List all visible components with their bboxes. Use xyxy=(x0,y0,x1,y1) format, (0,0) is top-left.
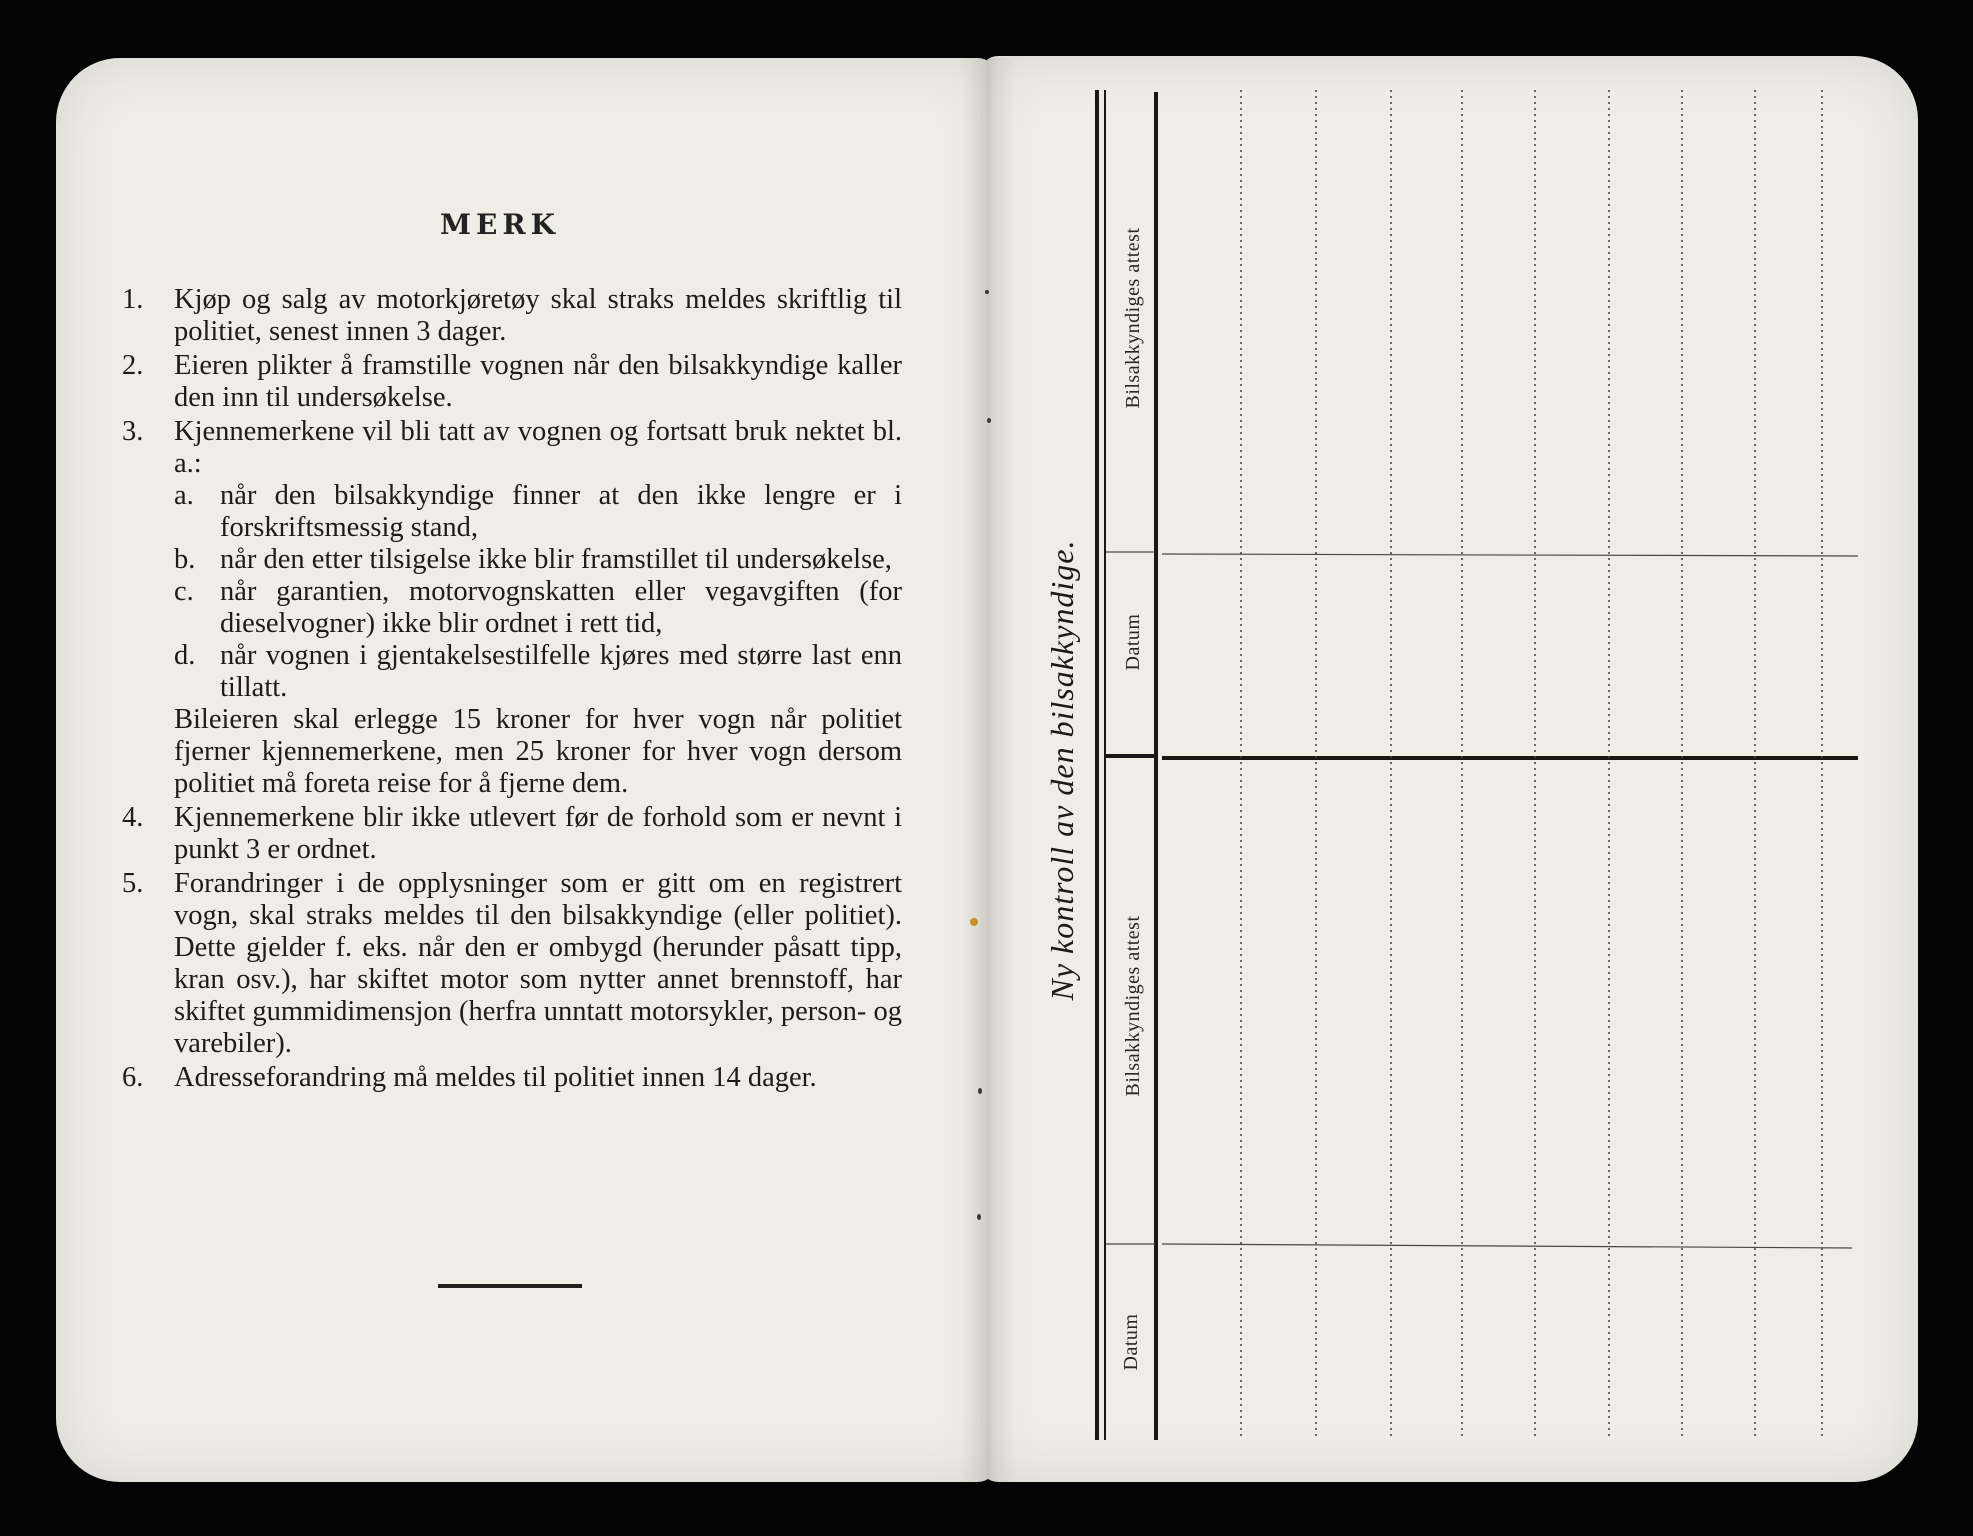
sub-item-letter: a. xyxy=(174,480,194,511)
item-number: 3. xyxy=(122,416,144,447)
item-text: Kjennemerkene vil bli tatt av vognen og fortsatt bruk nektet bl. a.: xyxy=(174,416,902,479)
sub-item-text: når den bilsakkyndige finner at den ikke lengre er i forskriftsmessig stand, xyxy=(220,480,902,543)
sub-item-text: når vognen i gjentakelsestilfelle kjøres med større last enn tillatt. xyxy=(220,640,902,703)
sub-item-text: når garantien, motorvognskatten eller vegavgiften (for dieselvogner) ikke blir ordnet i rett tid, xyxy=(220,576,902,639)
item-text: Adresseforandring må meldes til politiet innen 14 dager. xyxy=(174,1062,817,1093)
item-number: 6. xyxy=(122,1062,144,1093)
item-number: 1. xyxy=(122,284,144,315)
item-number: 4. xyxy=(122,802,144,833)
item-number: 2. xyxy=(122,350,144,381)
sub-item-letter: c. xyxy=(174,576,194,607)
item-text: Kjøp og salg av motorkjøretøy skal straks meldes skriftlig til politiet, senest innen 3 dager. xyxy=(174,284,902,347)
dotted-columns xyxy=(1241,90,1822,1440)
sub-item-letter: b. xyxy=(174,544,196,575)
item-text: Kjennemerkene blir ikke utlevert før de forhold som er nevnt i punkt 3 er ordnet. xyxy=(174,802,902,865)
label-attest-top: Bilsakkyndiges attest xyxy=(1122,227,1144,409)
item-number: 5. xyxy=(122,868,144,899)
side-title: Ny kontroll av den bilsakkyndige. xyxy=(1044,539,1080,1001)
label-datum-bottom: Datum xyxy=(1120,1313,1142,1371)
label-datum-top: Datum xyxy=(1122,613,1144,671)
grid-thin-line xyxy=(1162,554,1858,556)
sub-item-text: når den etter tilsigelse ikke blir framstillet til undersøkelse, xyxy=(220,544,892,575)
label-attest-bottom: Bilsakkyndiges attest xyxy=(1122,915,1144,1097)
fee-note: Bileieren skal erlegge 15 kroner for hver vogn når politiet fjerner kjennemerkene, men 25 kroner for hver vogn dersom politiet må foreta reise for å fjerne dem. xyxy=(174,704,902,799)
item-text: Forandringer i de opplysninger som er gitt om en registrert vogn, skal straks meldes til den bilsakkyndige (eller politiet). Dette gjelder f. eks. når den er ombygd (herunder påsatt tipp, kran osv.), har skiftet motor som nytter annet brennstoff, har skiftet gummidimensjon (herfra unntatt motorsykler, person- og varebiler). xyxy=(174,868,902,1059)
sub-item-letter: d. xyxy=(174,640,196,671)
grid-thin-line xyxy=(1162,1244,1852,1248)
page-title: MERK xyxy=(440,208,560,241)
item-text: Eieren plikter å framstille vognen når den bilsakkyndige kaller den inn til undersøkelse. xyxy=(174,350,902,413)
